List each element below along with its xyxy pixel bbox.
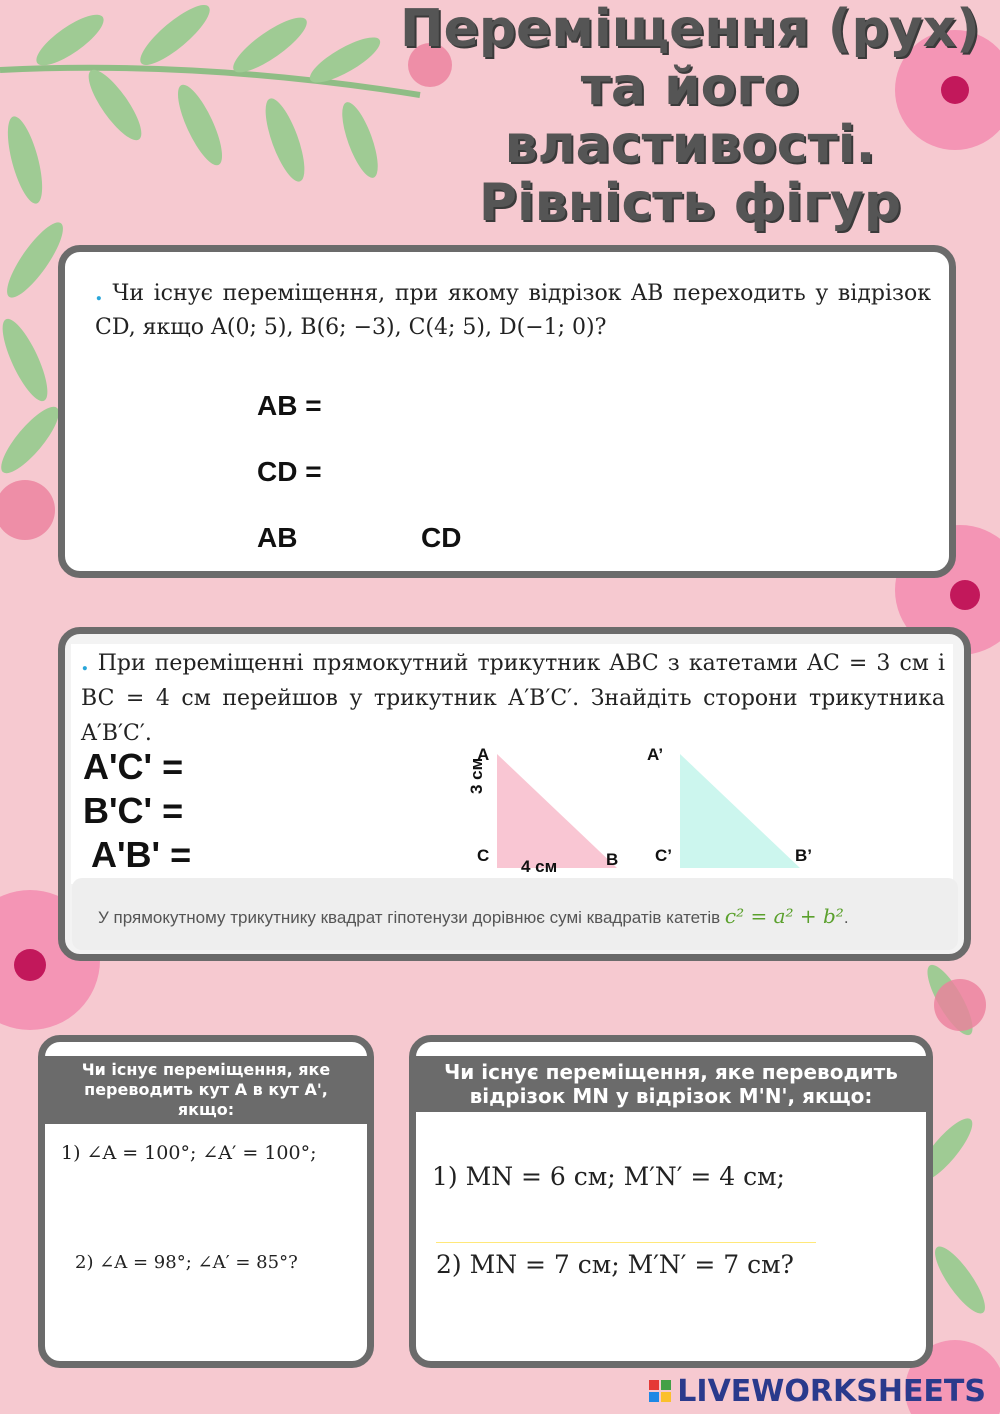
divider-line [436, 1242, 816, 1243]
cd-length-label: CD = [257, 456, 322, 487]
task3-item-2: 2) ∠A = 98°; ∠A′ = 85°? [75, 1252, 298, 1273]
answer-ac-label: A'C' = [83, 746, 184, 787]
task1-bullet: . [95, 280, 103, 306]
logo-icon [649, 1377, 673, 1403]
answer-ab-label: A'B' = [91, 834, 192, 875]
hint-text: У прямокутному трикутнику квадрат гіпотенузи дорівнює сумі квадратів катетів c² = a² + b². [98, 904, 849, 928]
vertex-b: B [606, 850, 619, 869]
task2-bullet: . [81, 650, 89, 676]
task4-header: Чи існує переміщення, яке переводить відрізок MN у відрізок M'N', якщо: [416, 1056, 926, 1112]
vertex-a-prime: A’ [647, 745, 664, 764]
task4-item-2: 2) MN = 7 см; M′N′ = 7 см? [436, 1250, 794, 1279]
liveworksheets-logo: LIVEWORKSHEETS [649, 1374, 986, 1409]
ab-length-label: AB = [257, 390, 322, 421]
task3-card [38, 1035, 374, 1368]
vertex-a: A [477, 745, 490, 764]
task4-card [409, 1035, 933, 1368]
title-line-1: Переміщення (рух) [400, 0, 980, 59]
pythagoras-formula: c² = a² + b² [724, 904, 844, 928]
title-line-4: Рівність фігур [478, 173, 902, 233]
compare-cd-label: CD [421, 522, 462, 553]
side-ac-label: 3 см [467, 757, 486, 794]
triangle-abc [497, 754, 617, 868]
task1-question: . Чи існує переміщення, при якому відрізок AB переходить у відрізок CD, якщо A(0; 5), B(6; −3), C(4; 5), D(−1; 0)? [95, 280, 931, 340]
task1-card [58, 245, 956, 578]
vertex-c-prime: C’ [655, 846, 672, 865]
title-line-3: властивості. [504, 115, 876, 175]
triangle-a1b1c1 [680, 754, 800, 868]
compare-ab-label: AB [257, 522, 298, 553]
side-bc-label: 4 см [521, 857, 558, 876]
task4-item-1: 1) MN = 6 см; M′N′ = 4 см; [432, 1162, 785, 1191]
task3-item-1: 1) ∠A = 100°; ∠A′ = 100°; [61, 1142, 317, 1164]
triangles-figure [445, 742, 825, 882]
hint-box [72, 878, 958, 950]
task3-header: Чи існує переміщення, яке переводить кут А в кут А', якщо: [45, 1056, 367, 1124]
answer-bc-label: B'C' = [83, 790, 184, 831]
task2-question: . При переміщенні прямокутний трикутник ABC з катетами AC = 3 см і BC = 4 см перейшов у трикутник A′B′C′. Знайдіть сторони трикутника A′B′C′. [81, 650, 945, 746]
title-line-2: та його [580, 57, 800, 117]
vertex-b-prime: B’ [795, 846, 812, 865]
page-title [380, 0, 1000, 232]
vertex-c: C [477, 846, 490, 865]
